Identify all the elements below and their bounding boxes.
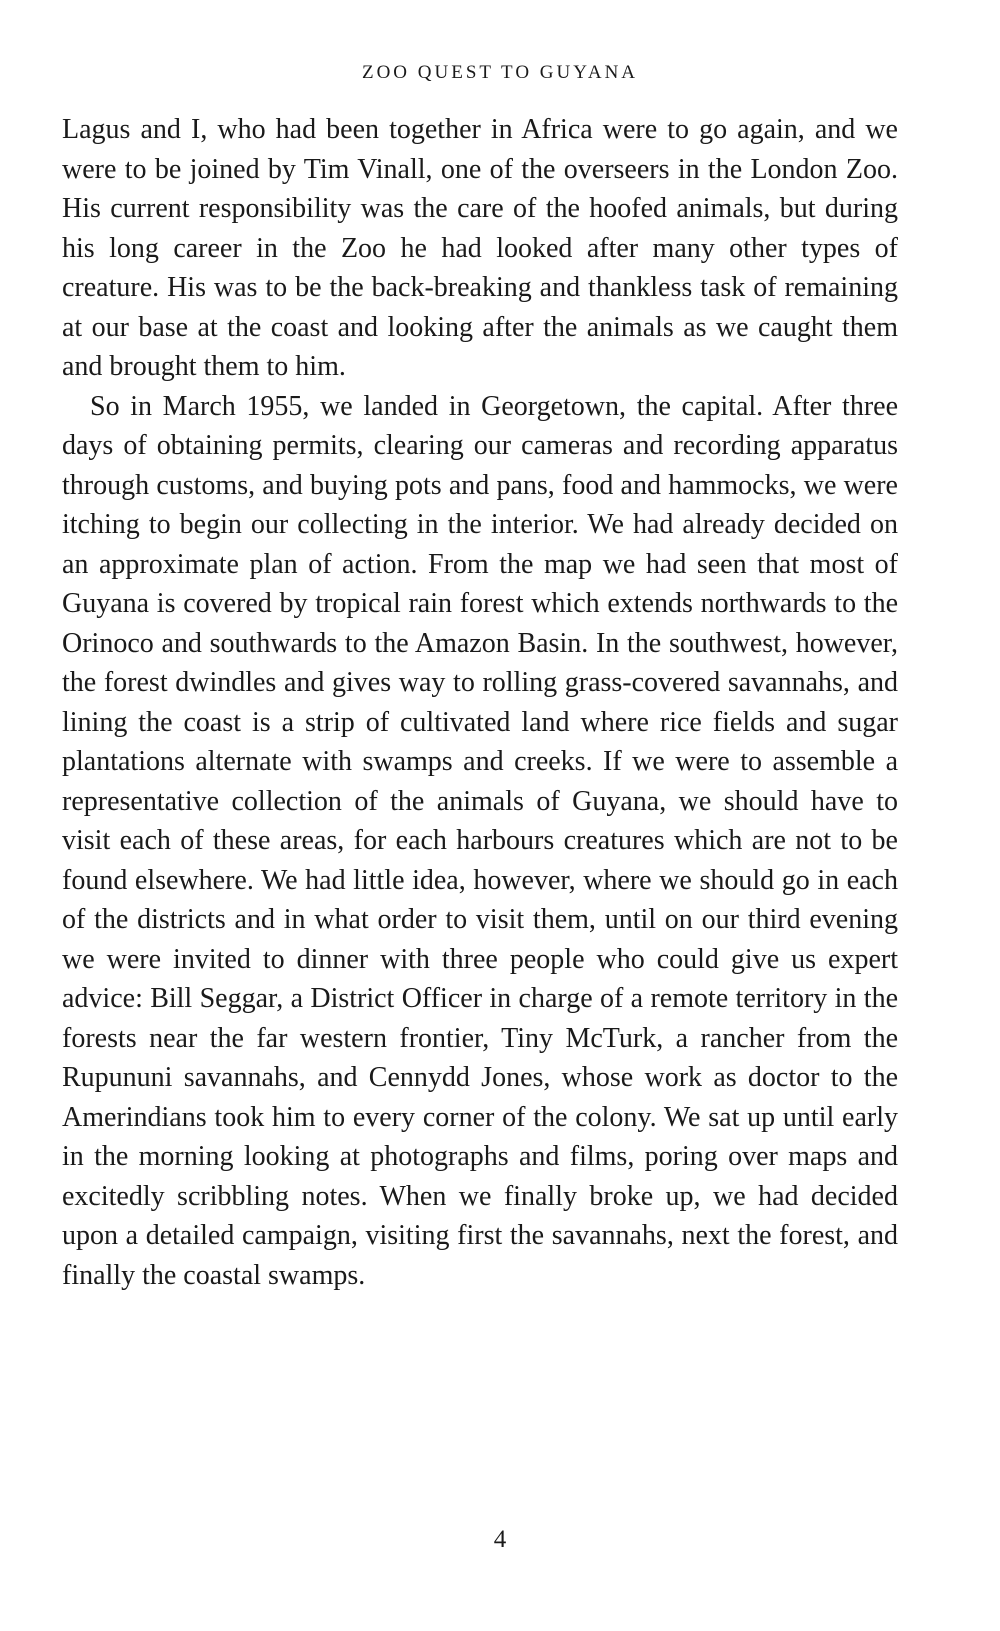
page-number: 4	[493, 1526, 507, 1553]
paragraph-1: Lagus and I, who had been together in Africa were to go again, and we were to be joined by Tim Vinall, one of the overseers in the London Zoo. His current responsibility was the care of the hoofed animals, but during his long career in the Zoo he had looked after many other types of creature. His was to be the back-breaking and thankless task of remaining at our base at the coast and looking after the animals as we caught them and brought them to him.	[62, 114, 898, 382]
paragraph-2: So in March 1955, we landed in Georgetown, the capital. After three days of obtaining permits, clearing our cameras and recording apparatus through customs, and buying pots and pans, food and hammocks, we were itching to begin our collecting in the interior. We had already decided on an approximate plan of action. From the map we had seen that most of Guyana is covered by tropical rain forest which extends northwards to the Orinoco and southwards to the Amazon Basin. In the southwest, however, the forest dwindles and gives way to rolling grass-covered savannahs, and lining the coast is a strip of cultivated land where rice fields and sugar plantations alternate with swamps and creeks. If we were to assemble a representative collection of the animals of Guyana, we should have to visit each of these areas, for each harbours creatures which are not to be found elsewhere. We had little idea, however, where we should go in each of the districts and in what order to visit them, until on our third evening we were invited to dinner with three people who could give us expert advice: Bill Seggar, a District Officer in charge of a remote territory in the forests near the far western frontier, Tiny McTurk, a rancher from the Rupununi savannahs, and Cennydd Jones, whose work as doctor to the Amerindians took him to every corner of the colony. We sat up until early in the morning looking at photographs and films, poring over maps and excitedly scribbling notes. When we finally broke up, we had decided upon a detailed campaign, visiting first the savannahs, next the forest, and finally the coastal swamps.	[62, 390, 898, 1291]
running-head: ZOO QUEST TO GUYANA	[361, 62, 639, 83]
body-text	[62, 110, 898, 1295]
